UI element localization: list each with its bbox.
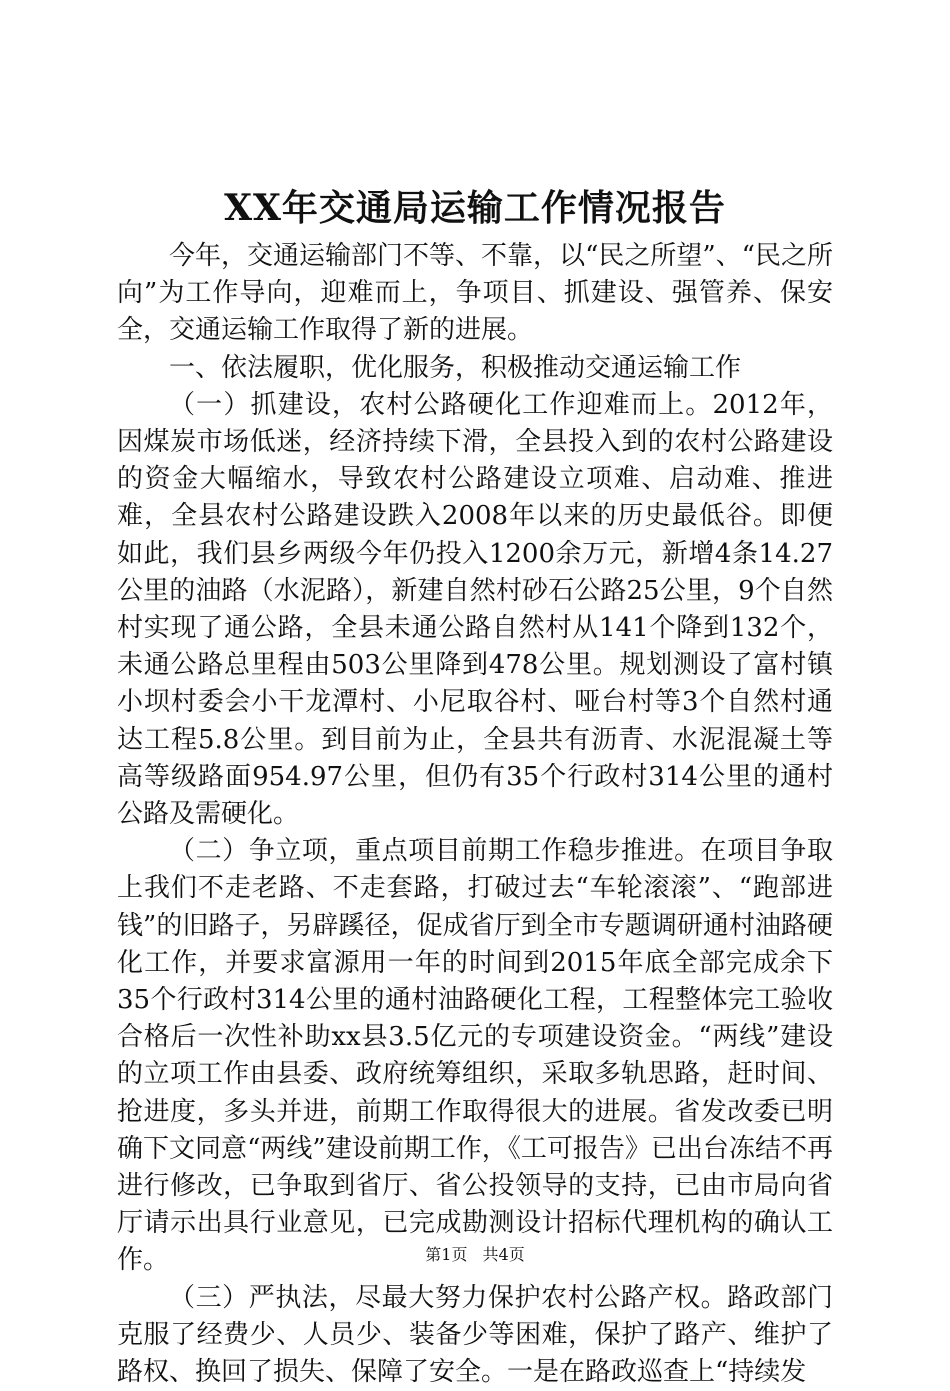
document-body — [117, 238, 833, 1391]
paragraph-projects: （二）争立项，重点项目前期工作稳步推进。在项目争取上我们不走老路、不走套路，打破过去“车轮滚滚”、“跑部进钱”的旧路子，另辟蹊径，促成省厅到全市专题调研通村油路硬化工作，并要求富源用一年的时间到2015年底全部完成余下35个行政村314公里的通村油路硬化工程，工程整体完工验收合格后一次性补助xx县3.5亿元的专项建设资金。“两线”建设的立项工作由县委、政府统筹组织，采取多轨思路，赶时间、抢进度，多头并进，前期工作取得很大的进展。省发改委已明确下文同意“两线”建设前期工作，《工可报告》已出台冻结不再进行修改，已争取到省厅、省公投领导的支持，已由市局向省厅请示出具行业意见，已完成勘测设计招标代理机构的确认工作。 — [117, 836, 833, 1276]
page-number: 第1页 — [425, 1245, 468, 1264]
section-heading-1: 一、依法履职，优化服务，积极推动交通运输工作 — [169, 352, 742, 383]
page-footer — [0, 1244, 950, 1266]
paragraph-enforcement: （三）严执法，尽最大努力保护农村公路产权。路政部门克服了经费少、人员少、装备少等困难，保护了路产、维护了路权、换回了损失、保障了安全。一是在路政巡查上“持续发 — [117, 1282, 833, 1388]
document-title: XX年交通局运输工作情况报告 — [224, 187, 726, 229]
paragraph-intro: 今年，交通运输部门不等、不靠，以“民之所望”、“民之所向”为工作导向，迎难而上，争项目、抓建设、强管养、保安全，交通运输工作取得了新的进展。 — [117, 241, 833, 346]
page-total: 共4页 — [482, 1245, 525, 1264]
paragraph-construction: （一）抓建设，农村公路硬化工作迎难而上。2012年，因煤炭市场低迷，经济持续下滑，全县投入到的农村公路建设的资金大幅缩水，导致农村公路建设立项难、启动难、推进难，全县农村公路建设跌入2008年以来的历史最低谷。即便如此，我们县乡两级今年仍投入1200余万元，新增4条14.27公里的油路（水泥路），新建自然村砂石公路25公里，9个自然村实现了通公路，全县未通公路自然村从141个降到132个，未通公路总里程由503公里降到478公里。规划测设了富村镇小坝村委会小干龙潭村、小尼取谷村、哑台村等3个自然村通达工程5.8公里。到目前为止，全县共有沥青、水泥混凝土等高等级路面954.97公里，但仍有35个行政村314公里的通村公路及需硬化。 — [117, 389, 833, 830]
